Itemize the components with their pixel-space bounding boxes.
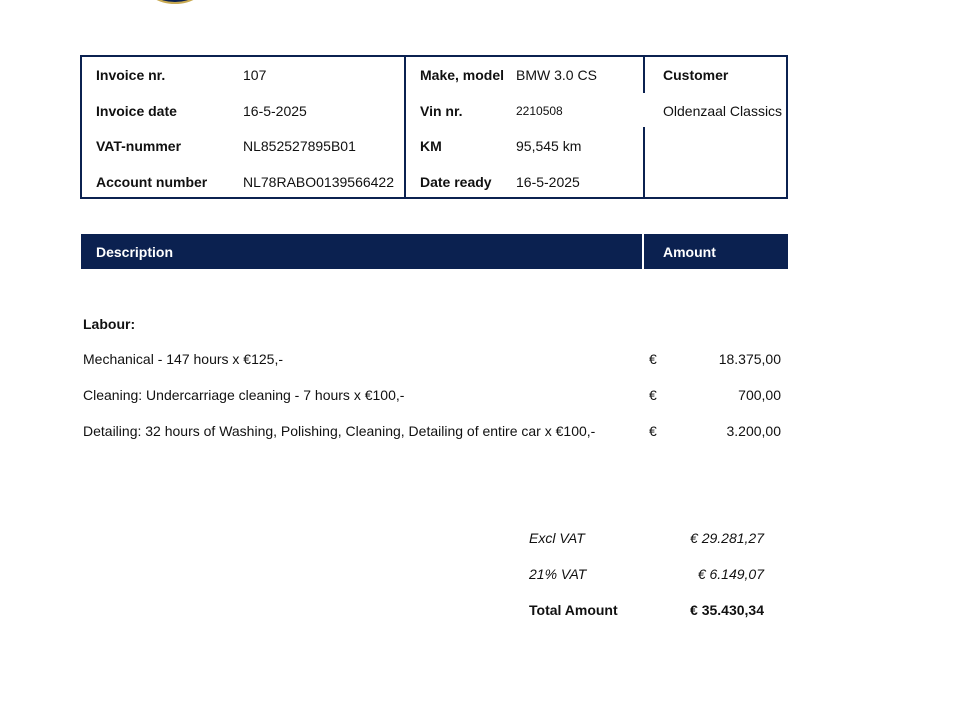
excl-vat-value: € 29.281,27	[690, 530, 764, 546]
km-value: 95,545 km	[516, 138, 582, 154]
invoice-date-label: Invoice date	[96, 103, 177, 119]
total-amount-value: € 35.430,34	[690, 602, 764, 618]
line-description: Cleaning: Undercarriage cleaning - 7 hours x €100,-	[83, 387, 405, 403]
line-currency: €	[649, 387, 657, 403]
excl-vat-label: Excl VAT	[529, 530, 585, 546]
make-model-value: BMW 3.0 CS	[516, 67, 597, 83]
account-number-value: NL78RABO0139566422	[243, 174, 395, 190]
customer-label: Customer	[663, 67, 729, 83]
date-ready-value: 16-5-2025	[516, 174, 580, 190]
total-amount-label: Total Amount	[529, 602, 618, 618]
amount-header: Amount	[663, 244, 716, 260]
company-logo	[143, 0, 207, 4]
info-divider-2-bottom	[643, 127, 645, 197]
line-description: Mechanical - 147 hours x €125,-	[83, 351, 283, 367]
line-amount: 18.375,00	[718, 351, 781, 367]
line-items-header	[81, 234, 788, 269]
vat-amount-label: 21% VAT	[529, 566, 587, 582]
line-amount: 700,00	[738, 387, 781, 403]
account-number-label: Account number	[96, 174, 208, 190]
vat-amount-value: € 6.149,07	[697, 566, 764, 582]
km-label: KM	[420, 138, 442, 154]
invoice-date-value: 16-5-2025	[243, 103, 307, 119]
date-ready-label: Date ready	[420, 174, 492, 190]
header-divider	[642, 234, 644, 269]
vat-number-label: VAT-nummer	[96, 138, 182, 154]
invoice-nr-label: Invoice nr.	[96, 67, 166, 83]
invoice-info-box	[80, 55, 788, 199]
make-model-label: Make, model	[420, 67, 505, 83]
customer-value: Oldenzaal Classics	[663, 103, 783, 119]
vin-value: 2210508	[516, 104, 563, 118]
line-currency: €	[649, 351, 657, 367]
info-divider-1	[404, 57, 406, 197]
line-description: Detailing: 32 hours of Washing, Polishing, Cleaning, Detailing of entire car x €100,-	[83, 423, 596, 439]
line-currency: €	[649, 423, 657, 439]
info-divider-2-top	[643, 57, 645, 93]
description-header: Description	[96, 244, 174, 260]
invoice-nr-value: 107	[243, 67, 267, 83]
vat-number-value: NL852527895B01	[243, 138, 356, 154]
line-amount: 3.200,00	[726, 423, 781, 439]
vin-label: Vin nr.	[420, 103, 463, 119]
labour-section-title: Labour:	[83, 316, 136, 332]
